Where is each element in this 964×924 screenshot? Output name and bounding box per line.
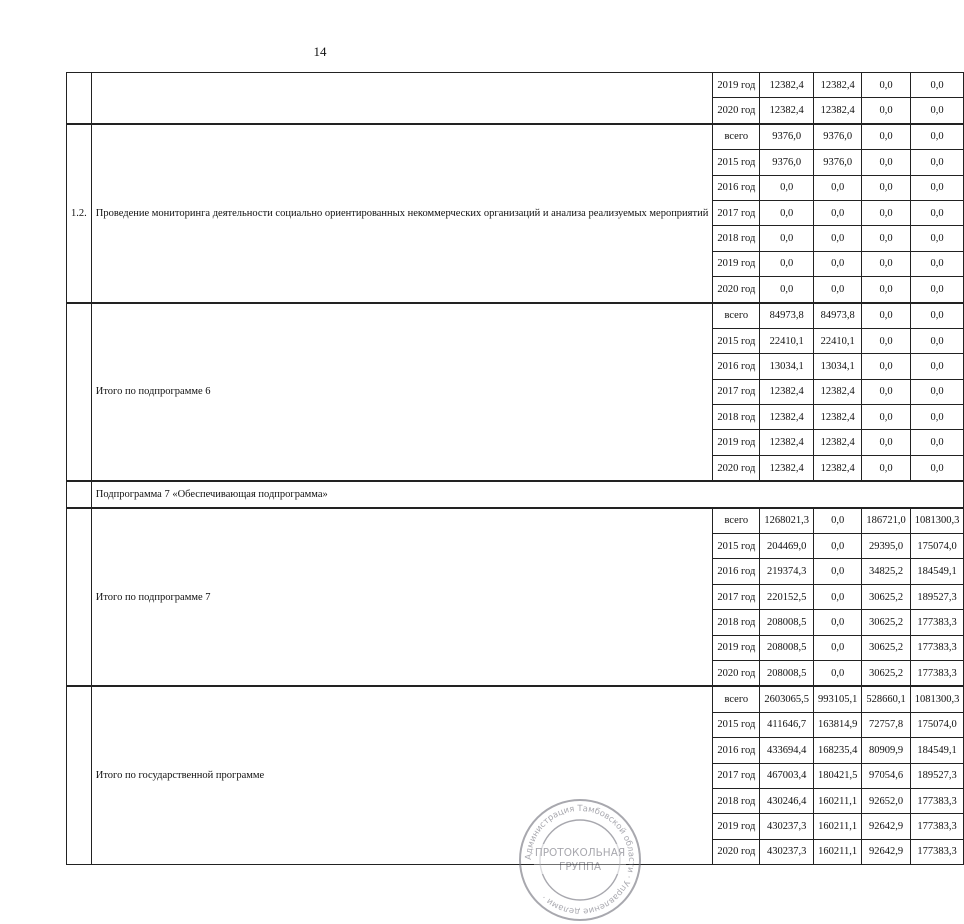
other-value-cell: 177383,3	[910, 660, 964, 686]
total-value-cell: 204469,0	[760, 534, 814, 559]
other-value-cell: 189527,3	[910, 584, 964, 609]
other-value-cell: 177383,3	[910, 610, 964, 635]
total-value-cell: 220152,5	[760, 584, 814, 609]
regional-value-cell: 92652,0	[862, 788, 910, 813]
total-value-cell: 12382,4	[760, 73, 814, 98]
total-value-cell: 0,0	[760, 277, 814, 303]
protocol-group-stamp	[516, 796, 644, 924]
federal-value-cell: 0,0	[813, 559, 861, 584]
svg-text:ГРУППА: ГРУППА	[558, 861, 602, 873]
year-cell: 2016 год	[713, 738, 760, 763]
year-cell: 2015 год	[713, 534, 760, 559]
federal-value-cell: 12382,4	[813, 405, 861, 430]
item-name: Итого по государственной программе	[91, 686, 713, 864]
item-number: 1.2.	[67, 124, 92, 303]
other-value-cell: 175074,0	[910, 534, 964, 559]
year-cell: 2015 год	[713, 150, 760, 175]
subprogram-title: Подпрограмма 7 «Обеспечивающая подпрограмма»	[91, 481, 964, 507]
total-value-cell: 12382,4	[760, 430, 814, 455]
year-cell: 2020 год	[713, 98, 760, 124]
year-cell: 2019 год	[713, 73, 760, 98]
total-value-cell: 13034,1	[760, 354, 814, 379]
financing-table	[66, 72, 964, 865]
regional-value-cell: 0,0	[862, 251, 910, 276]
year-cell: всего	[713, 124, 760, 150]
federal-value-cell: 84973,8	[813, 303, 861, 329]
year-cell: 2020 год	[713, 455, 760, 481]
regional-value-cell: 80909,9	[862, 738, 910, 763]
total-value-cell: 0,0	[760, 175, 814, 200]
svg-text:ПРОТОКОЛЬНАЯ: ПРОТОКОЛЬНАЯ	[534, 847, 626, 859]
item-name: Итого по подпрограмме 7	[91, 508, 713, 687]
item-number	[67, 73, 92, 124]
federal-value-cell: 0,0	[813, 584, 861, 609]
total-value-cell: 430237,3	[760, 814, 814, 839]
item-number	[67, 686, 92, 864]
federal-value-cell: 0,0	[813, 277, 861, 303]
year-cell: всего	[713, 686, 760, 712]
federal-value-cell: 0,0	[813, 635, 861, 660]
total-value-cell: 467003,4	[760, 763, 814, 788]
year-cell: 2017 год	[713, 763, 760, 788]
federal-value-cell: 0,0	[813, 534, 861, 559]
other-value-cell: 175074,0	[910, 712, 964, 737]
other-value-cell: 0,0	[910, 175, 964, 200]
federal-value-cell: 180421,5	[813, 763, 861, 788]
section-row	[67, 481, 964, 507]
other-value-cell: 0,0	[910, 200, 964, 225]
table-row	[67, 303, 964, 329]
regional-value-cell: 0,0	[862, 150, 910, 175]
regional-value-cell: 30625,2	[862, 660, 910, 686]
year-cell: 2018 год	[713, 405, 760, 430]
regional-value-cell: 0,0	[862, 328, 910, 353]
item-name: Итого по подпрограмме 6	[91, 303, 713, 482]
regional-value-cell: 29395,0	[862, 534, 910, 559]
total-value-cell: 0,0	[760, 226, 814, 251]
table-row	[67, 686, 964, 712]
federal-value-cell: 22410,1	[813, 328, 861, 353]
regional-value-cell: 0,0	[862, 405, 910, 430]
other-value-cell: 0,0	[910, 303, 964, 329]
row-number-cell	[67, 481, 92, 507]
federal-value-cell: 12382,4	[813, 379, 861, 404]
page-number: 14	[313, 44, 327, 59]
year-cell: 2019 год	[713, 430, 760, 455]
total-value-cell: 208008,5	[760, 610, 814, 635]
total-value-cell: 1268021,3	[760, 508, 814, 534]
federal-value-cell: 0,0	[813, 175, 861, 200]
federal-value-cell: 0,0	[813, 226, 861, 251]
regional-value-cell: 30625,2	[862, 584, 910, 609]
regional-value-cell: 92642,9	[862, 839, 910, 864]
year-cell: 2020 год	[713, 839, 760, 864]
regional-value-cell: 0,0	[862, 175, 910, 200]
federal-value-cell: 0,0	[813, 610, 861, 635]
federal-value-cell: 12382,4	[813, 430, 861, 455]
other-value-cell: 0,0	[910, 124, 964, 150]
year-cell: 2016 год	[713, 354, 760, 379]
svg-text:Администрация Тамбовской облас: Администрация Тамбовской области · Управление делами ·	[523, 803, 637, 917]
regional-value-cell: 30625,2	[862, 635, 910, 660]
regional-value-cell: 0,0	[862, 124, 910, 150]
total-value-cell: 84973,8	[760, 303, 814, 329]
federal-value-cell: 160211,1	[813, 839, 861, 864]
other-value-cell: 0,0	[910, 379, 964, 404]
regional-value-cell: 72757,8	[862, 712, 910, 737]
federal-value-cell: 12382,4	[813, 73, 861, 98]
federal-value-cell: 0,0	[813, 660, 861, 686]
other-value-cell: 177383,3	[910, 788, 964, 813]
other-value-cell: 0,0	[910, 328, 964, 353]
other-value-cell: 184549,1	[910, 559, 964, 584]
total-value-cell: 12382,4	[760, 405, 814, 430]
other-value-cell: 0,0	[910, 251, 964, 276]
year-cell: 2016 год	[713, 175, 760, 200]
total-value-cell: 430237,3	[760, 839, 814, 864]
other-value-cell: 0,0	[910, 354, 964, 379]
other-value-cell: 184549,1	[910, 738, 964, 763]
federal-value-cell: 13034,1	[813, 354, 861, 379]
table-row	[67, 124, 964, 150]
other-value-cell: 0,0	[910, 226, 964, 251]
total-value-cell: 208008,5	[760, 660, 814, 686]
other-value-cell: 0,0	[910, 405, 964, 430]
item-name	[91, 73, 713, 124]
regional-value-cell: 0,0	[862, 277, 910, 303]
federal-value-cell: 12382,4	[813, 455, 861, 481]
total-value-cell: 430246,4	[760, 788, 814, 813]
other-value-cell: 0,0	[910, 73, 964, 98]
year-cell: 2017 год	[713, 584, 760, 609]
federal-value-cell: 9376,0	[813, 150, 861, 175]
federal-value-cell: 0,0	[813, 251, 861, 276]
regional-value-cell: 0,0	[862, 430, 910, 455]
total-value-cell: 219374,3	[760, 559, 814, 584]
regional-value-cell: 97054,6	[862, 763, 910, 788]
regional-value-cell: 0,0	[862, 98, 910, 124]
other-value-cell: 177383,3	[910, 839, 964, 864]
federal-value-cell: 993105,1	[813, 686, 861, 712]
regional-value-cell: 0,0	[862, 73, 910, 98]
total-value-cell: 12382,4	[760, 455, 814, 481]
federal-value-cell: 0,0	[813, 508, 861, 534]
total-value-cell: 12382,4	[760, 98, 814, 124]
federal-value-cell: 160211,1	[813, 814, 861, 839]
item-number	[67, 508, 92, 687]
year-cell: 2018 год	[713, 226, 760, 251]
regional-value-cell: 0,0	[862, 379, 910, 404]
total-value-cell: 411646,7	[760, 712, 814, 737]
regional-value-cell: 34825,2	[862, 559, 910, 584]
federal-value-cell: 12382,4	[813, 98, 861, 124]
year-cell: 2018 год	[713, 788, 760, 813]
federal-value-cell: 0,0	[813, 200, 861, 225]
federal-value-cell: 9376,0	[813, 124, 861, 150]
regional-value-cell: 0,0	[862, 200, 910, 225]
other-value-cell: 177383,3	[910, 814, 964, 839]
year-cell: 2018 год	[713, 610, 760, 635]
year-cell: 2015 год	[713, 328, 760, 353]
year-cell: 2019 год	[713, 814, 760, 839]
total-value-cell: 0,0	[760, 200, 814, 225]
year-cell: 2017 год	[713, 379, 760, 404]
total-value-cell: 22410,1	[760, 328, 814, 353]
year-cell: 2017 год	[713, 200, 760, 225]
regional-value-cell: 0,0	[862, 226, 910, 251]
other-value-cell: 1081300,3	[910, 686, 964, 712]
total-value-cell: 0,0	[760, 251, 814, 276]
total-value-cell: 9376,0	[760, 124, 814, 150]
stamp-seal-icon	[516, 796, 644, 924]
year-cell: 2020 год	[713, 277, 760, 303]
total-value-cell: 2603065,5	[760, 686, 814, 712]
year-cell: 2020 год	[713, 660, 760, 686]
year-cell: всего	[713, 508, 760, 534]
other-value-cell: 0,0	[910, 277, 964, 303]
regional-value-cell: 186721,0	[862, 508, 910, 534]
regional-value-cell: 0,0	[862, 303, 910, 329]
regional-value-cell: 30625,2	[862, 610, 910, 635]
year-cell: 2016 год	[713, 559, 760, 584]
other-value-cell: 0,0	[910, 150, 964, 175]
regional-value-cell: 0,0	[862, 354, 910, 379]
year-cell: 2019 год	[713, 635, 760, 660]
regional-value-cell: 0,0	[862, 455, 910, 481]
year-cell: 2015 год	[713, 712, 760, 737]
item-number	[67, 303, 92, 482]
other-value-cell: 177383,3	[910, 635, 964, 660]
regional-value-cell: 92642,9	[862, 814, 910, 839]
other-value-cell: 0,0	[910, 430, 964, 455]
table-row	[67, 73, 964, 98]
year-cell: всего	[713, 303, 760, 329]
total-value-cell: 12382,4	[760, 379, 814, 404]
federal-value-cell: 168235,4	[813, 738, 861, 763]
other-value-cell: 0,0	[910, 98, 964, 124]
total-value-cell: 9376,0	[760, 150, 814, 175]
total-value-cell: 208008,5	[760, 635, 814, 660]
regional-value-cell: 528660,1	[862, 686, 910, 712]
other-value-cell: 1081300,3	[910, 508, 964, 534]
year-cell: 2019 год	[713, 251, 760, 276]
item-name: Проведение мониторинга деятельности социально ориентированных некоммерческих организаций и анализа реализуемых мероприятий	[91, 124, 713, 303]
federal-value-cell: 163814,9	[813, 712, 861, 737]
total-value-cell: 433694,4	[760, 738, 814, 763]
federal-value-cell: 160211,1	[813, 788, 861, 813]
other-value-cell: 0,0	[910, 455, 964, 481]
table-row	[67, 508, 964, 534]
other-value-cell: 189527,3	[910, 763, 964, 788]
